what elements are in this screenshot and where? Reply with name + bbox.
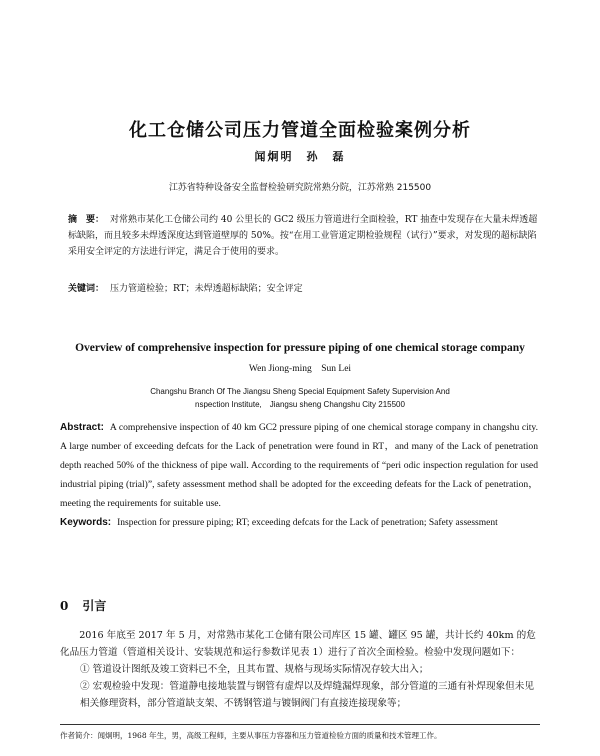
keywords-cn-text: 压力管道检验；RT；未焊透超标缺陷；安全评定 bbox=[110, 284, 303, 294]
keywords-cn bbox=[68, 281, 538, 294]
affiliation-en bbox=[0, 385, 600, 411]
authors-en: Wen Jiong-ming Sun Lei bbox=[248, 364, 352, 374]
author-footnote: 作者简介：闻炯明，1968 年生，男，高级工程师，主要从事压力容器和压力管道检验方面的质量和技术管理工作。 bbox=[60, 731, 442, 740]
affiliation-en-line1: Changshu Branch Of The Jiangsu Sheng Special Equipment Safety Supervision And bbox=[150, 387, 450, 396]
abstract-en bbox=[60, 418, 538, 513]
keywords-cn-label: 关键词： bbox=[68, 284, 105, 294]
keywords-en bbox=[60, 514, 538, 532]
abstract-cn bbox=[68, 212, 538, 260]
body-intro-paragraph: 2016 年底至 2017 年 5 月，对常熟市某化工仓储有限公司库区 15 罐、罐区 95 罐，共计长约 40km 的危化品压力管道（管道相关设计、安装规范和运行参数详见表 1）进行了首次全面检验。检验中发现问题如下： bbox=[60, 630, 536, 658]
body-list-item-2: ② 宏观检验中发现：管道静电接地装置与钢管有虚焊以及焊缝漏焊现象，部分管道的三通有补焊现象但未见相关修理资料，部分管道缺支架、不锈钢管道与镀铜阀门有直接连接现象等； bbox=[80, 681, 534, 709]
abstract-cn-label: 摘 要： bbox=[68, 215, 105, 225]
section-heading bbox=[60, 597, 106, 614]
footnote-divider bbox=[60, 724, 540, 725]
affiliation-cn: 江苏省特种设备安全监督检验研究院常熟分院，江苏常熟 215500 bbox=[168, 183, 432, 193]
keywords-en-text: Inspection for pressure piping; RT; exceeding defcats for the Lack of penetration; Safety assessment bbox=[117, 518, 498, 528]
paper-title-en: Overview of comprehensive inspection for pressure piping of one chemical storage company bbox=[75, 342, 525, 354]
affiliation-en-line2: nspection Institute, Jiangsu sheng Changshu City 215500 bbox=[195, 400, 405, 409]
section-number: 0 bbox=[60, 599, 69, 613]
abstract-cn-text: 对常熟市某化工仓储公司约 40 公里长的 GC2 级压力管道进行全面检验，RT 抽查中发现存在大量未焊透超标缺陷，而且较多未焊透深度达到管道壁厚的 50%。按“在用工业管道定期检验规程（试行）”要求，对发现的超标缺陷采用安全评定的方法进行评定，满足合于使用的要求。 bbox=[68, 215, 538, 257]
section-title: 引言 bbox=[82, 599, 107, 613]
keywords-en-label: Keywords: bbox=[60, 517, 112, 528]
abstract-en-text: A comprehensive inspection of 40 km GC2 pressure piping of one chemical storage company in changshu city. A large number of exceeding defcats for the Lack of penetration were found in RT，and many of the Lack of penetration depth reached 50% of the thickness of pipe wall. According to the requirements of “peri odic inspection regulation for used industrial piping (trial)”, safety assessment method shall be adopted for the exceeding defeats for the Lack of penetration，meeting the requirements for suitable use. bbox=[60, 422, 538, 509]
paper-title-cn: 化工仓储公司压力管道全面检验案例分析 bbox=[129, 120, 471, 141]
authors-cn: 闻炯明 孙 磊 bbox=[254, 150, 346, 163]
body-text bbox=[60, 627, 540, 712]
abstract-en-label: Abstract: bbox=[60, 422, 104, 433]
body-list-item-1: ① 管道设计图纸及竣工资料已不全，且其布置、规格与现场实际情况存较大出入； bbox=[80, 664, 429, 675]
